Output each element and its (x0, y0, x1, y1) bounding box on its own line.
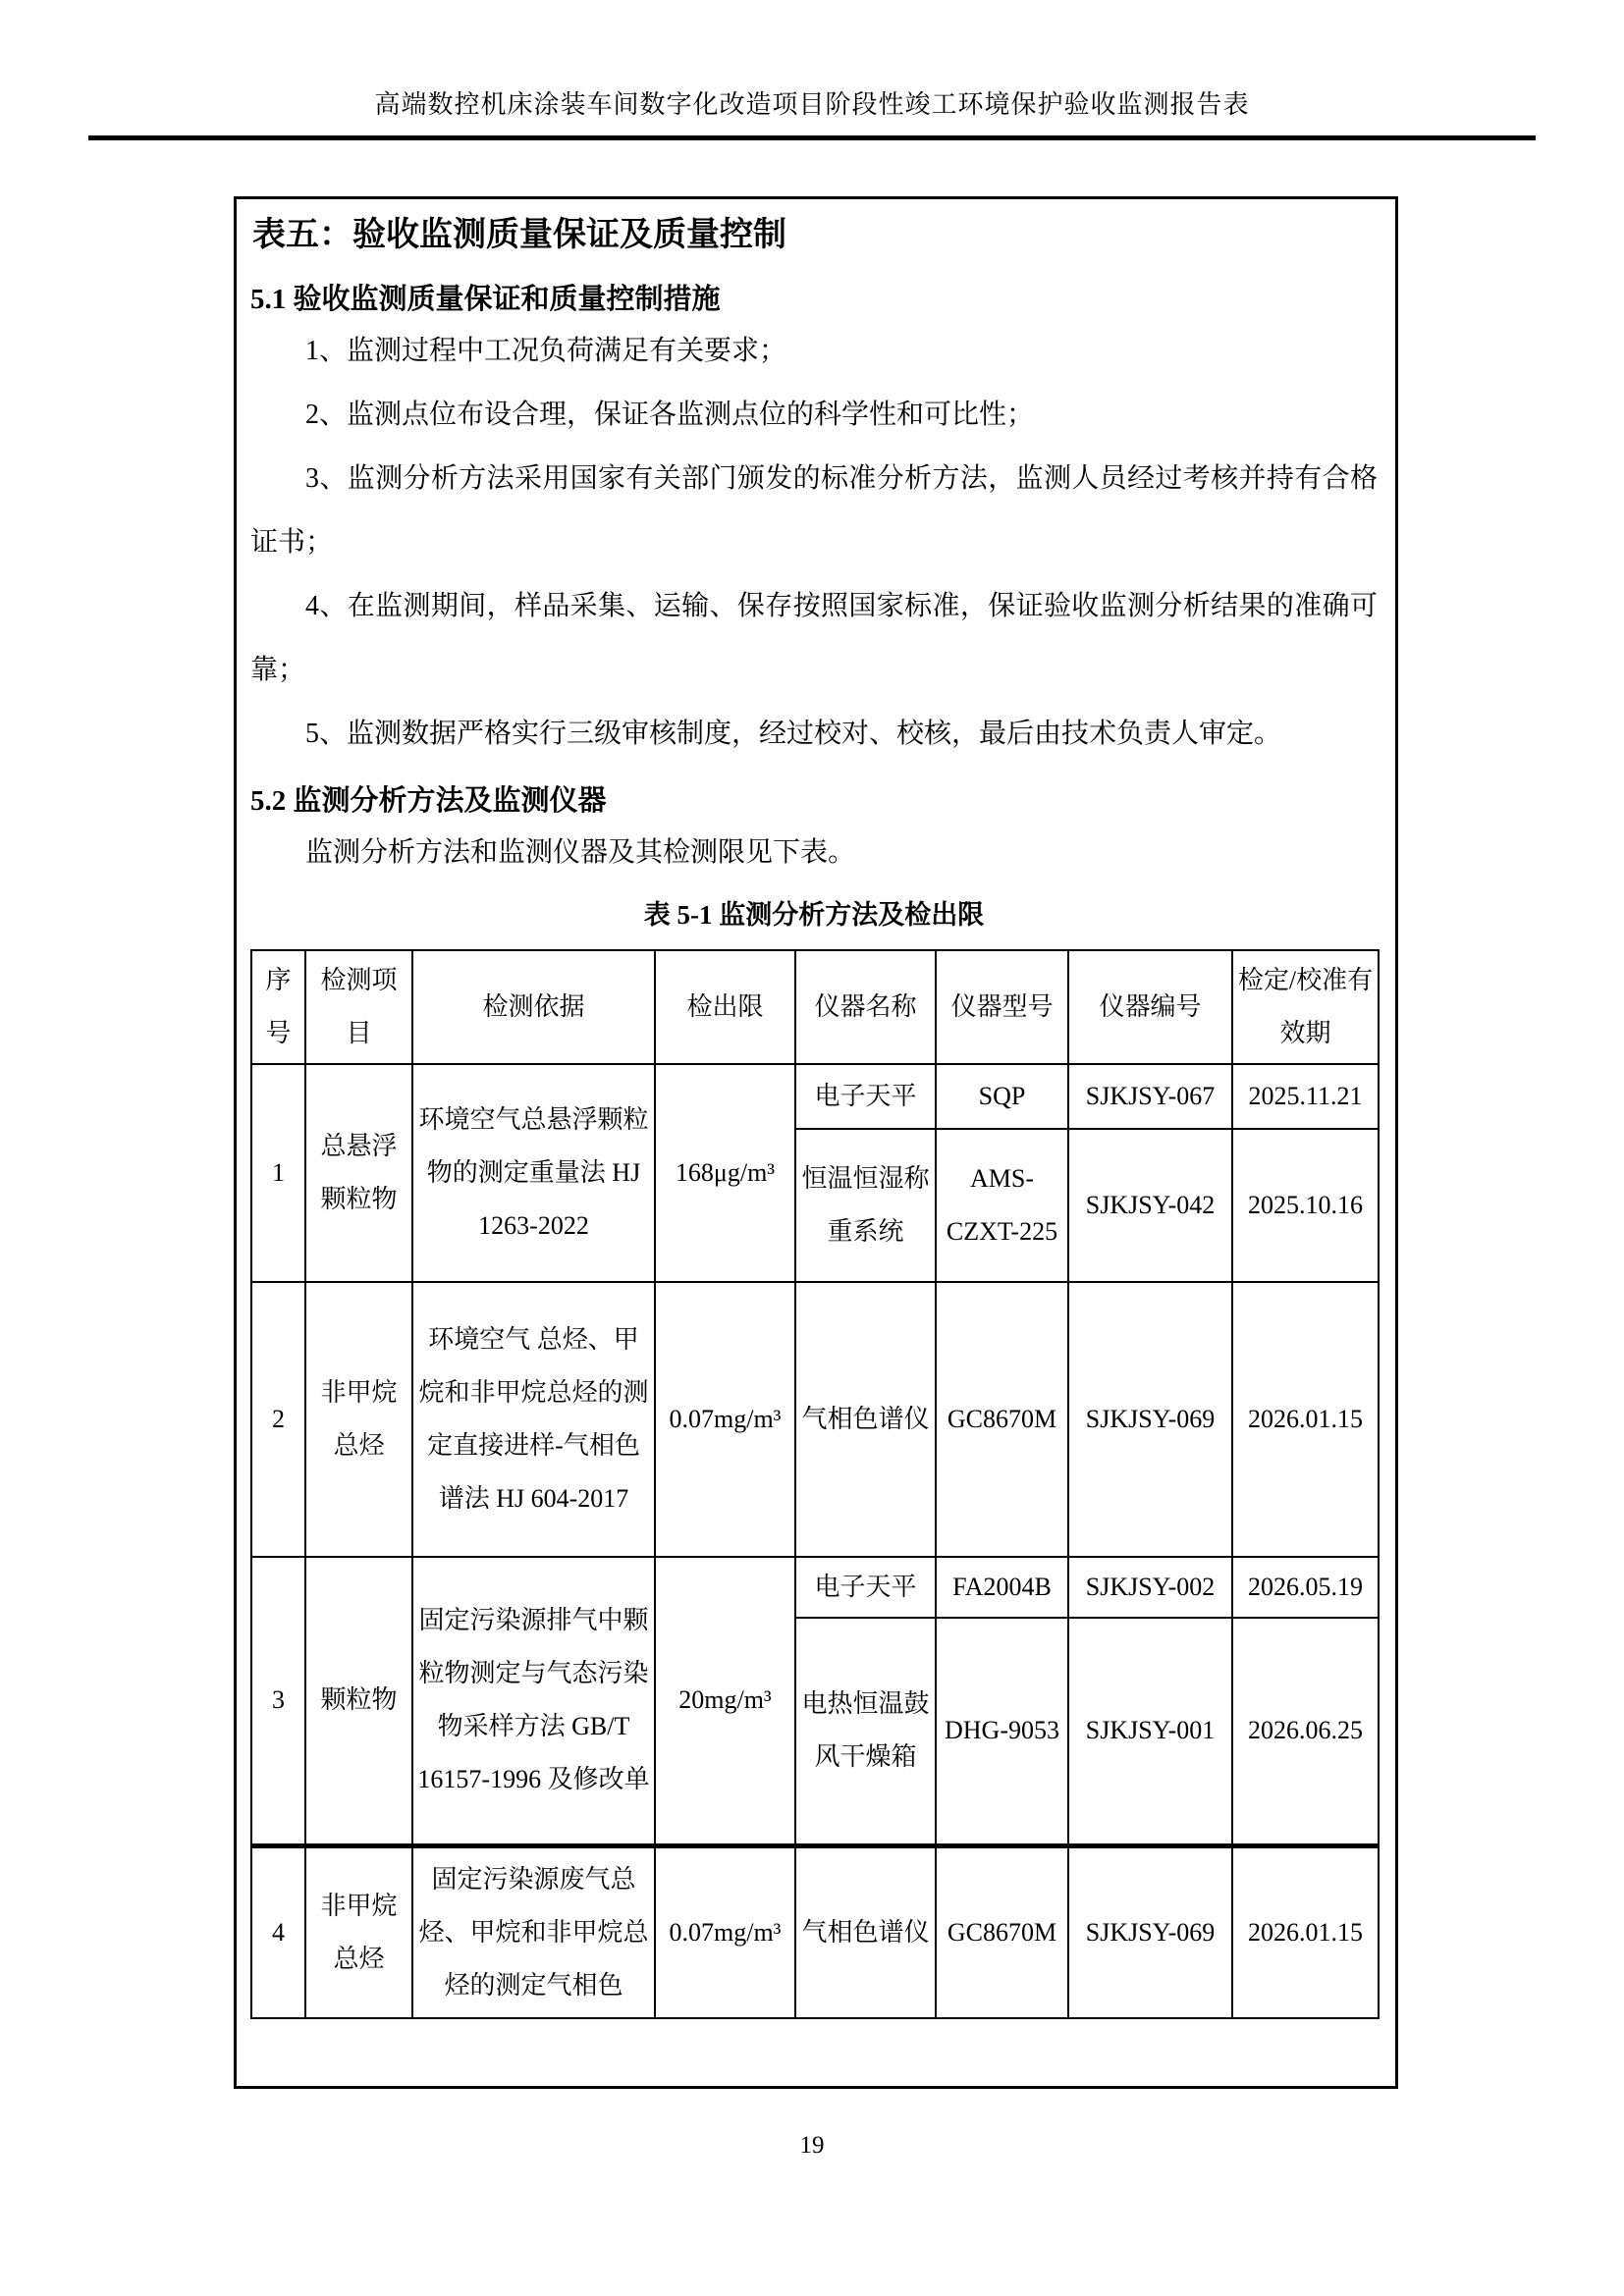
cell-instrument-name: 电子天平 (795, 1064, 936, 1129)
cell-basis: 环境空气总悬浮颗粒物的测定重量法 HJ 1263-2022 (412, 1064, 655, 1282)
qa-measure-item: 1、监测过程中工况负荷满足有关要求； (305, 336, 787, 366)
cell-instrument-name: 电子天平 (795, 1557, 936, 1618)
heading-5-1: 5.1 验收监测质量保证和质量控制措施 (250, 284, 721, 315)
cell-seq: 1 (251, 1064, 305, 1282)
header-divider-rule (88, 135, 1536, 140)
cell-instrument-model: AMS-CZXT-225 (936, 1129, 1068, 1282)
table-row (251, 1282, 1379, 1557)
cell-instrument-model: DHG-9053 (936, 1618, 1068, 1845)
table-row (251, 1845, 1379, 2018)
cell-valid-date: 2026.01.15 (1232, 1282, 1379, 1557)
cell-basis: 环境空气 总烃、甲烷和非甲烷总烃的测定直接进样-气相色谱法 HJ 604-2017 (412, 1282, 655, 1557)
cell-instrument-name: 气相色谱仪 (795, 1282, 936, 1557)
column-header-valid-date: 检定/校准有效期 (1232, 950, 1379, 1064)
cell-seq: 2 (251, 1282, 305, 1557)
heading-5-2: 5.2 监测分析方法及监测仪器 (250, 785, 607, 817)
column-header-instrument-model: 仪器型号 (936, 950, 1068, 1064)
cell-item: 非甲烷总烃 (305, 1282, 412, 1557)
document-header-title: 高端数控机床涂装车间数字化改造项目阶段性竣工环境保护验收监测报告表 (374, 90, 1250, 119)
cell-instrument-model: FA2004B (936, 1557, 1068, 1618)
column-header-seq: 序号 (251, 950, 305, 1064)
cell-instrument-no: SJKJSY-001 (1068, 1618, 1232, 1845)
cell-item: 总悬浮颗粒物 (305, 1064, 412, 1282)
methods-detection-limits-table (250, 949, 1380, 2019)
table-caption: 表 5-1 监测分析方法及检出限 (643, 900, 985, 930)
section-title: 表五：验收监测质量保证及质量控制 (252, 217, 786, 253)
cell-limit: 168μg/m³ (655, 1064, 795, 1282)
cell-instrument-model: SQP (936, 1064, 1068, 1129)
page-number: 19 (799, 2132, 825, 2159)
column-header-item: 检测项目 (305, 950, 412, 1064)
cell-basis: 固定污染源废气总烃、甲烷和非甲烷总烃的测定气相色 (412, 1845, 655, 2018)
cell-seq: 3 (251, 1557, 305, 1845)
cell-instrument-name: 气相色谱仪 (795, 1845, 936, 2018)
table-row (251, 1557, 1379, 1618)
cell-valid-date: 2026.01.15 (1232, 1845, 1379, 2018)
cell-limit: 0.07mg/m³ (655, 1282, 795, 1557)
cell-instrument-model: GC8670M (936, 1282, 1068, 1557)
cell-valid-date: 2025.10.16 (1232, 1129, 1379, 1282)
cell-basis: 固定污染源排气中颗粒物测定与气态污染物采样方法 GB/T 16157-1996 及修改单 (412, 1557, 655, 1845)
cell-instrument-no: SJKJSY-069 (1068, 1282, 1232, 1557)
cell-limit: 0.07mg/m³ (655, 1845, 795, 2018)
form-table-five-box (234, 196, 1398, 2089)
cell-valid-date: 2026.05.19 (1232, 1557, 1379, 1618)
qa-measure-item: 5、监测数据严格实行三级审核制度，经过校对、校核，最后由技术负责人审定。 (305, 719, 1282, 749)
qa-measure-item: 4、在监测期间，样品采集、运输、保存按照国家标准，保证验收监测分析结果的准确可靠； (250, 591, 1378, 685)
cell-seq: 4 (251, 1845, 305, 2018)
column-header-basis: 检测依据 (412, 950, 655, 1064)
qa-measure-item: 3、监测分析方法采用国家有关部门颁发的标准分析方法，监测人员经过考核并持有合格证书； (250, 463, 1378, 558)
column-header-instrument-name: 仪器名称 (795, 950, 936, 1064)
cell-instrument-no: SJKJSY-069 (1068, 1845, 1232, 2018)
qa-measure-item: 2、监测点位布设合理，保证各监测点位的科学性和可比性； (305, 400, 1035, 430)
intro-paragraph-5-2: 监测分析方法和监测仪器及其检测限见下表。 (305, 837, 856, 868)
cell-valid-date: 2025.11.21 (1232, 1064, 1379, 1129)
cell-instrument-no: SJKJSY-042 (1068, 1129, 1232, 1282)
cell-item: 非甲烷总烃 (305, 1845, 412, 2018)
cell-instrument-name: 电热恒温鼓风干燥箱 (795, 1618, 936, 1845)
cell-valid-date: 2026.06.25 (1232, 1618, 1379, 1845)
cell-item: 颗粒物 (305, 1557, 412, 1845)
table-row (251, 1064, 1379, 1129)
column-header-limit: 检出限 (655, 950, 795, 1064)
cell-instrument-no: SJKJSY-067 (1068, 1064, 1232, 1129)
column-header-instrument-no: 仪器编号 (1068, 950, 1232, 1064)
cell-instrument-name: 恒温恒湿称重系统 (795, 1129, 936, 1282)
cell-instrument-model: GC8670M (936, 1845, 1068, 2018)
cell-limit: 20mg/m³ (655, 1557, 795, 1845)
cell-instrument-no: SJKJSY-002 (1068, 1557, 1232, 1618)
